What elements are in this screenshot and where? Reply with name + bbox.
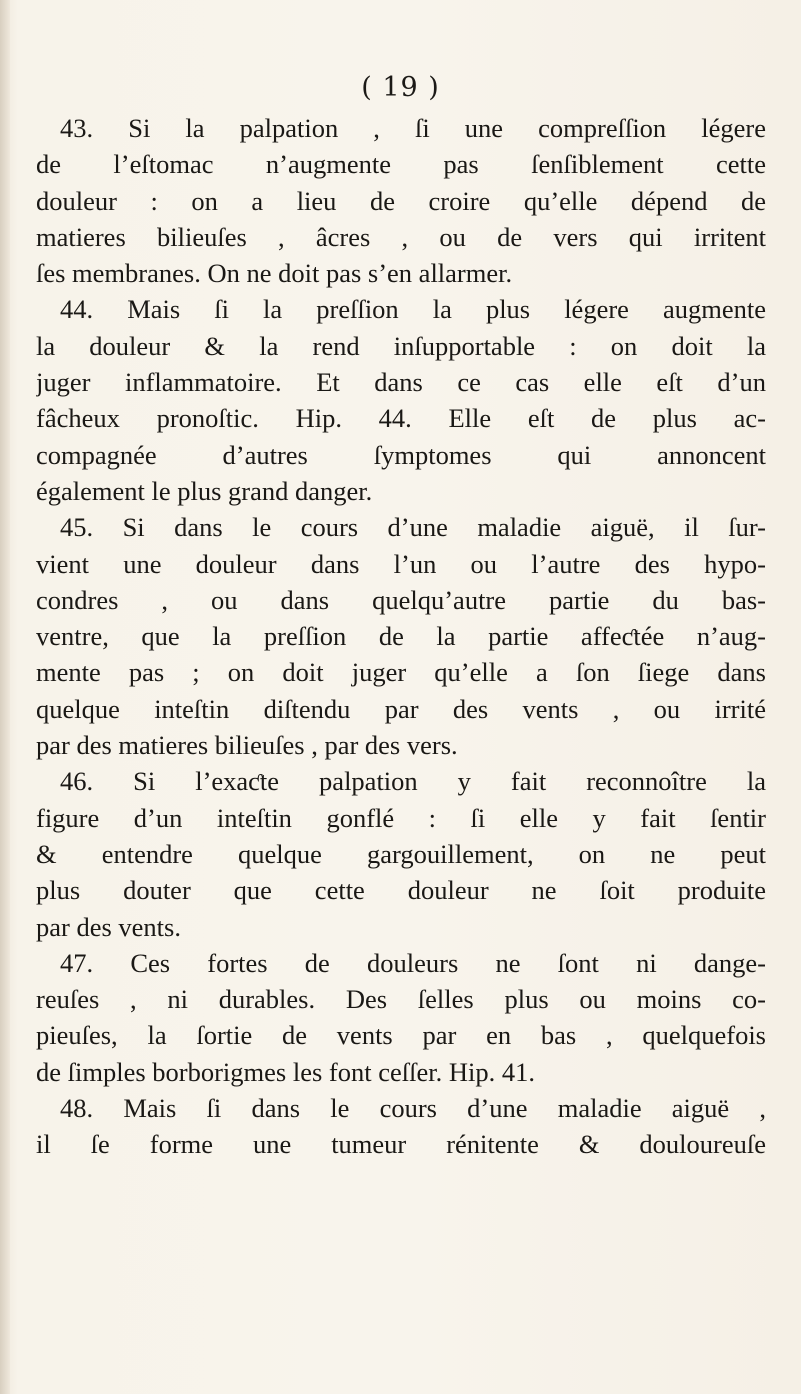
body-text (36, 110, 766, 1163)
text-line: plus douter que cette douleur ne ſoit produite (36, 875, 766, 906)
text-line: fâcheux pronoſtic. Hip. 44. Elle eſt de plus ac- (36, 403, 766, 434)
text-line: par des matieres bilieuſes , par des vers. (36, 730, 458, 761)
text-line: 44. Mais ſi la preſſion la plus légere augmente (60, 294, 766, 325)
text-line: juger inflammatoire. Et dans ce cas elle eſt d’un (36, 367, 766, 398)
page-number: ( 19 ) (361, 72, 440, 103)
text-line: 46. Si l’exaƈte palpation y fait reconnoître la (60, 766, 766, 797)
text-line: par des vents. (36, 911, 181, 942)
text-line: douleur : on a lieu de croire qu’elle dépend de (36, 185, 766, 216)
text-line: condres , ou dans quelqu’autre partie du bas- (36, 584, 766, 615)
text-line: 45. Si dans le cours d’une maladie aiguë, il ſur- (60, 512, 766, 543)
text-line: matieres bilieuſes , âcres , ou de vers qui irritent (36, 221, 766, 252)
text-line: il ſe forme une tumeur rénitente & douloureuſe (36, 1129, 766, 1160)
text-line: compagnée d’autres ſymptomes qui annoncent (36, 439, 766, 470)
binding-edge (0, 0, 10, 1394)
text-line: vient une douleur dans l’un ou l’autre des hypo- (36, 548, 766, 579)
text-line: également le plus grand danger. (36, 475, 373, 506)
text-line: de ſimples borborigmes les font ceſſer. Hip. 41. (36, 1056, 535, 1087)
text-line: ventre, que la preſſion de la partie affeƈtée n’aug- (36, 621, 766, 652)
text-line: quelque inteſtin diſtendu par des vents , ou irrité (36, 693, 766, 724)
text-line: la douleur & la rend inſupportable : on doit la (36, 330, 766, 361)
text-line: figure d’un inteſtin gonflé : ſi elle y fait ſentir (36, 802, 766, 833)
text-line: 43. Si la palpation , ſi une compreſſion légere (60, 113, 766, 143)
text-line: ſes membranes. On ne doit pas s’en allarmer. (36, 258, 513, 289)
text-line: 47. Ces fortes de douleurs ne ſont ni dange- (60, 947, 766, 978)
text-line: reuſes , ni durables. Des ſelles plus ou moins co- (36, 984, 766, 1015)
text-line: 48. Mais ſi dans le cours d’une maladie aiguë , (60, 1093, 766, 1124)
text-line: mente pas ; on doit juger qu’elle a ſon ſiege dans (36, 657, 766, 688)
text-line: & entendre quelque gargouillement, on ne peut (36, 838, 766, 869)
text-line: de l’eſtomac n’augmente pas ſenſiblement cette (36, 149, 766, 180)
text-line: pieuſes, la ſortie de vents par en bas , quelquefois (36, 1020, 766, 1051)
